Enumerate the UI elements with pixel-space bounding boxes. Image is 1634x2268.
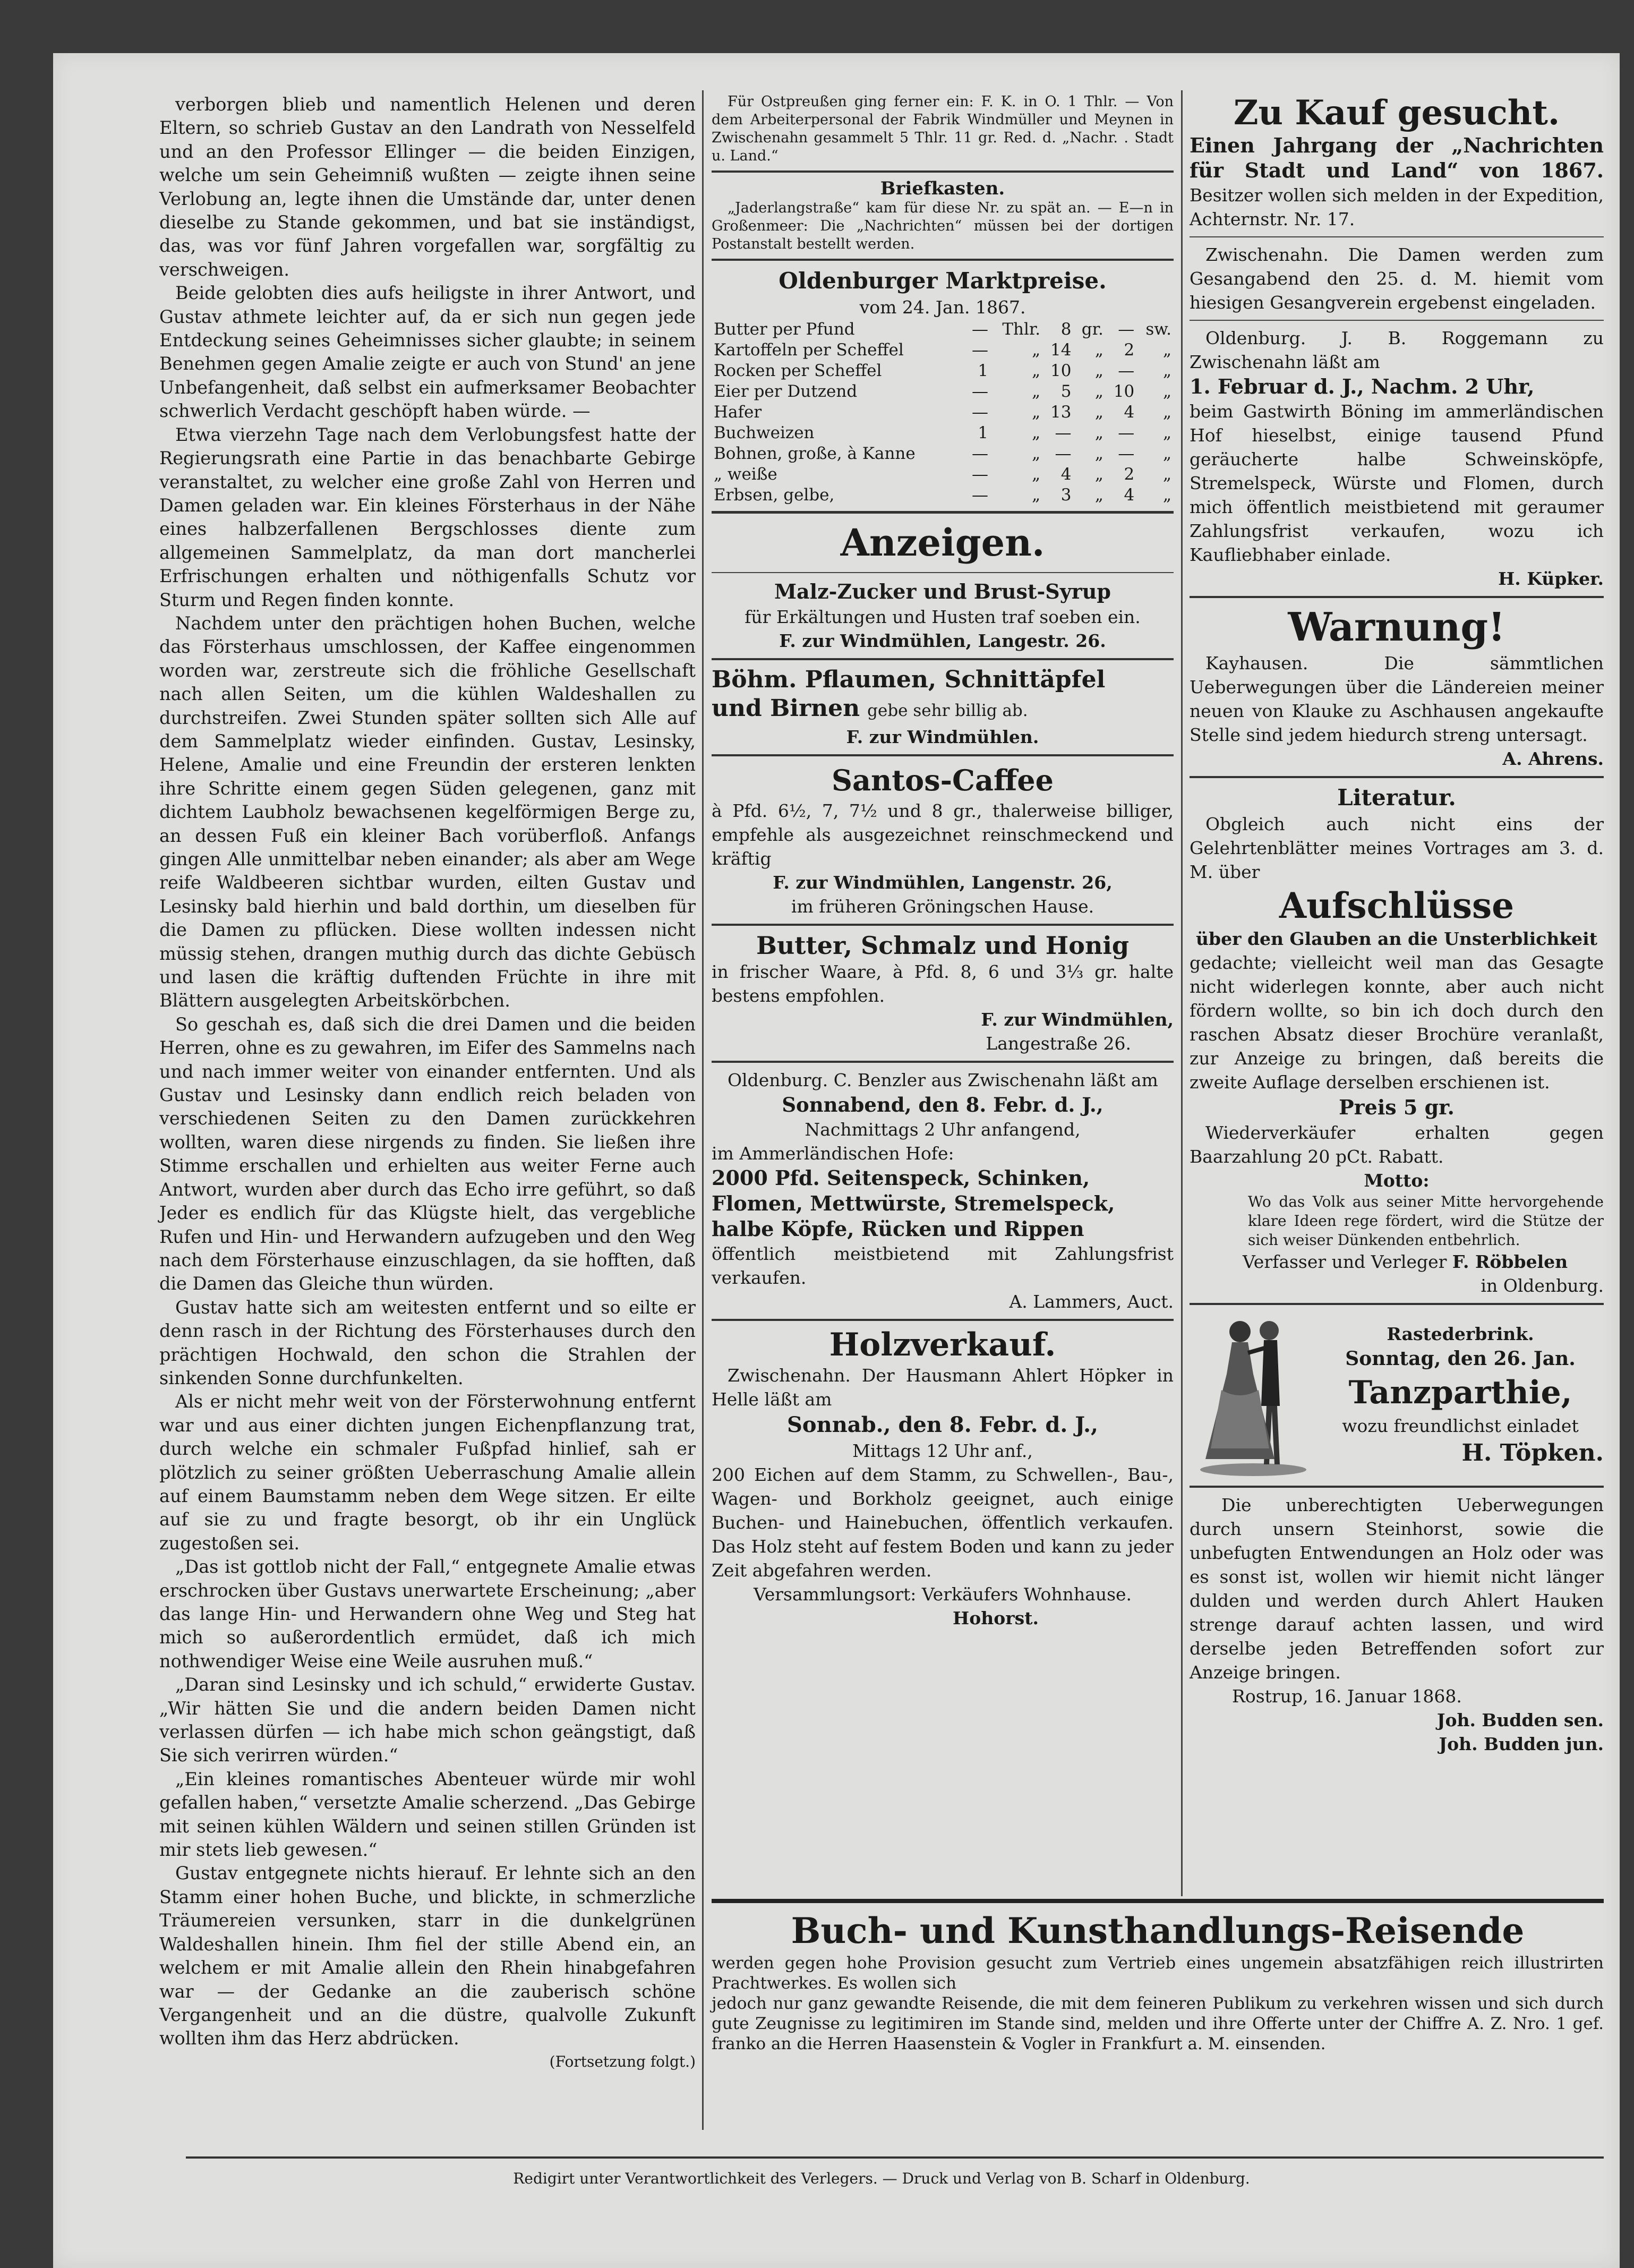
price-row xyxy=(712,361,1174,381)
story-paragraph: Gustav entgegnete nichts hierauf. Er lehnte sich an den Stamm einer hohen Buche, und blickte, in schmerzliche Träumereien versunken, starr in die dunkelgrünen Waldeshallen hinein. Ihm fiel der stille Abend ein, an welchem er mit Amalie allein den Rhein hinabgefahren war — der Gedanke an die zauberisch schöne Vergangenheit und an die düstre, qualvolle Zukunft wollten ihm das Herz abdrücken. xyxy=(159,1863,696,2049)
budden-date: Rostrup, 16. Januar 1868. xyxy=(1232,1686,1462,1707)
price-cell-unit: „ xyxy=(1032,340,1041,360)
warnung-text: Kayhausen. Die sämmtlichen Ueberwegungen über die Ländereien meiner neuen von Klauke zu Aschhausen angekaufte Stelle sind jedem hiedurch streng untersagt. xyxy=(1190,653,1604,745)
tanz-text: wozu freundlichst einladet xyxy=(1342,1416,1579,1436)
price-cell-c: 10 xyxy=(1113,382,1135,401)
literatur-text: Obgleich auch nicht eins der Gelehrtenblätter meines Vortrages am 3. d. M. über xyxy=(1190,814,1604,882)
price-cell-u2: „ xyxy=(1094,361,1103,380)
benzler-goods: 2000 Pfd. Seitenspeck, Schinken, Flomen, Mettwürste, Stremelspeck, halbe Köpfe, Rücken und Rippen xyxy=(712,1166,1115,1241)
price-cell-a: — xyxy=(971,485,988,505)
roggemann-date: 1. Februar d. J., Nachm. 2 Uhr, xyxy=(1190,374,1535,398)
divider xyxy=(712,1061,1174,1063)
kauf-text-bold: Einen Jahrgang der „Nachrichten für Stadt und Land“ von 1867. xyxy=(1190,133,1604,182)
story-paragraph: „Das ist gottlob nicht der Fall,“ entgegnete Amalie etwas erschrocken über Gustavs unerwartete Erscheinung; „aber das lange Hin- und Herwandern ohne Weg und Steg hat mich so außerordentlich ermüdet, daß ich mich nothwendiger Weise eine Weile ausruhen muß.“ xyxy=(159,1556,696,1672)
price-cell-item: Buchweizen xyxy=(714,423,815,442)
price-cell-a: — xyxy=(971,382,988,401)
price-cell-a: — xyxy=(971,444,988,463)
price-cell-c: — xyxy=(1118,320,1135,339)
price-cell-unit: „ xyxy=(1032,465,1041,484)
imprint-footer: Redigirt unter Verantwortlichkeit des Verlegers. — Druck und Verlag von B. Scharf in Oldenburg. xyxy=(513,2170,1250,2187)
divider xyxy=(1190,320,1604,321)
price-cell-u3: „ xyxy=(1162,382,1171,401)
divider xyxy=(1190,776,1604,778)
divider xyxy=(712,572,1174,573)
roggemann-intro: Oldenburg. J. B. Roggemann zu Zwischenahn läßt am xyxy=(1190,328,1604,372)
pflaumen-title-2: und Birnen xyxy=(712,695,860,722)
holz-date: Sonnab., den 8. Febr. d. J., xyxy=(787,1412,1098,1437)
price-cell-u2: „ xyxy=(1094,403,1103,422)
price-cell-u3: „ xyxy=(1162,485,1171,505)
price-cell-u3: „ xyxy=(1162,340,1171,360)
price-cell-b: 10 xyxy=(1050,361,1072,380)
story-paragraph: Beide gelobten dies aufs heiligste in ihrer Antwort, und Gustav athmete leichter auf, da er sich nun gegen jede Entdeckung seines Geheimnisses sicher glaubte; in seinem Benehmen gegen Amalie zeigte er auch von Stund' an jene Unbefangenheit, daß selbst ein aufmerksamer Beobachter schwerlich Verdacht geschöpft haben würde. — xyxy=(159,283,696,422)
aufschluesse-subtitle: über den Glauben an die Unsterblichkeit xyxy=(1196,928,1597,949)
price-cell-item: Bohnen, große, à Kanne xyxy=(714,444,916,463)
column-rule xyxy=(1181,90,1183,1896)
malz-signature: F. zur Windmühlen, Langestr. 26. xyxy=(779,630,1106,651)
price-cell-unit: „ xyxy=(1032,403,1041,422)
malz-title: Malz-Zucker und Brust-Syrup xyxy=(774,579,1111,603)
price-cell-a: — xyxy=(971,403,988,422)
dancing-couple-illustration xyxy=(1190,1310,1317,1480)
price-cell-b: 14 xyxy=(1050,340,1072,360)
price-row xyxy=(712,485,1174,506)
price-cell-u3: „ xyxy=(1162,423,1171,442)
price-cell-a: 1 xyxy=(978,361,988,380)
price-cell-a: — xyxy=(971,320,988,339)
pflaumen-text: gebe sehr billig ab. xyxy=(867,701,1028,720)
verfasser-place: in Oldenburg. xyxy=(1481,1275,1604,1296)
price-cell-unit: „ xyxy=(1032,444,1041,463)
briefkasten-text: „Jaderlangstraße“ kam für diese Nr. zu spät an. — E—n in Großenmeer: Die „Nachrichten“ müssen bei der dortigen Postanstalt bestellt werden. xyxy=(712,200,1174,252)
santos-signature: F. zur Windmühlen, Langenstr. 26, xyxy=(773,872,1113,893)
story-paragraph: Etwa vierzehn Tage nach dem Verlobungsfest hatte der Regierungsrath eine Partie in das benachbarte Gebirge veranstaltet, zu welcher eine große Zahl von Herren und Damen geladen war. Ein kleines Försterhaus in der Nähe eines halbzerfallenen Bergschlosses diente zum allgemeinen Sammelplatz, da man dort mancherlei Erfrischungen erhalten und nöthigenfalls Schutz vor Sturm und Regen finden konnte. xyxy=(159,424,696,610)
wiederverkaeufer: Wiederverkäufer erhalten gegen Baarzahlung 20 pCt. Rabatt. xyxy=(1190,1122,1604,1167)
warnung-signature: A. Ahrens. xyxy=(1502,748,1604,769)
story-paragraph: „Ein kleines romantisches Abenteuer würde mir wohl gefallen haben,“ versetzte Amalie scherzend. „Das Gebirge mit seinen kühlen Wäldern und seinen stillen Gründen ist mir stets lieb gewesen.“ xyxy=(159,1768,696,1861)
verfasser-label: Verfasser und Verleger xyxy=(1243,1251,1447,1272)
serial-story-column xyxy=(159,93,696,2070)
price-cell-u2: „ xyxy=(1094,423,1103,442)
price-cell-item: Hafer xyxy=(714,403,762,422)
holz-signature: Hohorst. xyxy=(953,1608,1039,1628)
santos-signature-2: im früheren Gröningschen Hause. xyxy=(791,896,1094,917)
price-cell-u2: „ xyxy=(1094,444,1103,463)
briefkasten-title: Briefkasten. xyxy=(880,178,1005,199)
banner-rule xyxy=(712,1899,1604,1903)
price-cell-c: 4 xyxy=(1124,403,1135,422)
price-cell-c: — xyxy=(1118,361,1135,380)
price-cell-a: — xyxy=(971,340,988,360)
benzler-date: Sonnabend, den 8. Febr. d. J., xyxy=(782,1093,1103,1116)
butter-signature-2: Langestraße 26. xyxy=(986,1033,1131,1054)
story-paragraph: Als er nicht mehr weit von der Försterwohnung entfernt war und aus einer dichten jungen Eichenpflanzung trat, durch welche ein schmaler Fußpfad hinlief, sah er plötzlich zu seiner größten Ueberraschung Amalie allein auf einem Baumstamm neben dem Wege sitzen. Er eilte auf sie zu und fragte besorgt, ob ihr ein Unglück zugestoßen sei. xyxy=(159,1391,696,1554)
price-row xyxy=(712,340,1174,361)
aufschluesse-text: gedachte; vielleicht weil man das Gesagte nicht widerlegen konnte, aber auch nicht fördern wollte, so bin ich doch durch den raschen Absatz dieser Brochüre veranlaßt, zur Anzeige zu bringen, daß bereits die zweite Auflage derselben erschienen ist. xyxy=(1190,952,1604,1093)
price-cell-a: — xyxy=(971,465,988,484)
banner-title: Buch- und Kunsthandlungs-Reisende xyxy=(791,1910,1525,1951)
price-cell-u3: „ xyxy=(1162,444,1171,463)
story-text xyxy=(159,93,696,2051)
price-cell-u2: „ xyxy=(1094,465,1103,484)
divider xyxy=(712,754,1174,756)
malz-text: für Erkältungen und Husten traf soeben ein. xyxy=(745,607,1141,627)
reisende-banner-ad xyxy=(712,1899,1604,2054)
price-cell-u2: „ xyxy=(1094,382,1103,401)
divider xyxy=(712,170,1174,173)
price-cell-u3: „ xyxy=(1162,361,1171,380)
price-cell-unit: „ xyxy=(1032,485,1041,505)
tanz-signature: H. Töpken. xyxy=(1461,1439,1604,1466)
price-cell-b: — xyxy=(1055,444,1072,463)
price-cell-b: 3 xyxy=(1060,485,1072,505)
literatur-title: Literatur. xyxy=(1337,785,1456,811)
roggemann-signature: H. Küpker. xyxy=(1498,568,1604,589)
footer-rule xyxy=(186,2156,1604,2159)
continued-note: (Fortsetzung folgt.) xyxy=(549,2052,696,2070)
divider xyxy=(1190,236,1604,237)
story-paragraph: Gustav hatte sich am weitesten entfernt und so eilte er denn rasch in der Richtung des Försterhauses durch den prächtigen Hochwald, den schon die Strahlen der sinkenden Sonne durchfunkelten. xyxy=(159,1297,696,1388)
divider xyxy=(1190,596,1604,598)
verfasser-signature: F. Röbbelen xyxy=(1452,1251,1568,1272)
market-price-table xyxy=(712,319,1174,506)
rastederbrink: Rastederbrink. xyxy=(1387,1324,1534,1344)
price-cell-unit: „ xyxy=(1032,423,1041,442)
santos-text: à Pfd. 6½, 7, 7½ und 8 gr., thalerweise billiger, empfehle als ausgezeichnet reinschmeckend und kräftig xyxy=(712,800,1174,869)
ads-column-middle xyxy=(712,93,1174,1630)
butter-text: in frischer Waare, à Pfd. 8, 6 und 3⅓ gr. halte bestens empfohlen. xyxy=(712,961,1174,1006)
price-cell-b: 13 xyxy=(1050,403,1072,422)
price-cell-item: Kartoffeln per Scheffel xyxy=(714,340,904,360)
price-cell-item: Butter per Pfund xyxy=(714,320,855,339)
price-cell-a: 1 xyxy=(978,423,988,442)
price-cell-item: „ weiße xyxy=(714,465,777,484)
holz-intro: Zwischenahn. Der Hausmann Ahlert Höpker in Helle läßt am xyxy=(712,1365,1174,1410)
tanzparthie-ad xyxy=(1190,1310,1604,1480)
benzler-place: im Ammerländischen Hofe: xyxy=(712,1143,954,1164)
story-paragraph: „Daran sind Lesinsky und ich schuld,“ erwiderte Gustav. „Wir hätten Sie und die andern beiden Damen nicht verlassen dürfen — ich habe mich schon geängstigt, daß Sie sich verirren würden.“ xyxy=(159,1674,696,1766)
price-cell-c: 2 xyxy=(1124,465,1135,484)
budden-signature-2: Joh. Budden jun. xyxy=(1439,1734,1604,1754)
price-row xyxy=(712,402,1174,423)
price-cell-b: 4 xyxy=(1060,465,1072,484)
price-cell-b: 8 xyxy=(1060,320,1072,339)
price-cell-b: 5 xyxy=(1060,382,1072,401)
column-rule xyxy=(702,90,704,2130)
benzler-time: Nachmittags 2 Uhr anfangend, xyxy=(805,1119,1081,1140)
divider xyxy=(712,259,1174,261)
divider xyxy=(712,924,1174,926)
price-cell-item: Eier per Dutzend xyxy=(714,382,858,401)
divider xyxy=(712,1319,1174,1321)
price-row xyxy=(712,381,1174,402)
butter-title: Butter, Schmalz und Honig xyxy=(756,931,1130,960)
benzler-intro: Oldenburg. C. Benzler aus Zwischenahn läßt am xyxy=(728,1070,1158,1090)
pflaumen-title: Böhm. Pflaumen, Schnittäpfel xyxy=(712,666,1106,693)
tanz-title: Tanzparthie, xyxy=(1348,1374,1572,1411)
divider xyxy=(1190,1486,1604,1488)
roggemann-text: beim Gastwirth Böning im ammerländischen Hof hieselbst, einige tausend Pfund geräucherte halbe Schweinsköpfe, Stremelspeck, Würste und Flomen, durch mich öffentlich meistbietend mit geraumer Zahlungsfrist verkaufen, wozu ich Kaufliebhaber einlade. xyxy=(1190,401,1604,565)
story-paragraph: So geschah es, daß sich die drei Damen und die beiden Herren, ohne es zu gewahren, im Eifer des Sammelns nach und nach immer weiter von einander entfernten. Und als Gustav und Lesinsky dann endlich reich beladen von verschiedenen Seiten zu den Damen zurückkehren wollten, waren diese nirgends zu finden. Sie ließen ihre Stimme erschallen und erhielten aus weiter Ferne auch Antwort, wurden aber durch das Echo irre geführt, so daß Jeder es endlich für das Klügste hielt, das vergebliche Rufen und Hin- und Herwandern aufzugeben und den Weg nach dem Försterhause einzuschlagen, da sie hofften, daß die Damen das Gleiche thun würden. xyxy=(159,1013,696,1294)
santos-title: Santos-Caffee xyxy=(831,763,1054,797)
story-paragraph: verborgen blieb und namentlich Helenen und deren Eltern, so schrieb Gustav an den Landrath von Nesselfeld und an den Professor Ellinger — die beiden Einzigen, welche um sein Geheimniß wußten — zeigte ihnen seine Verlobung an, legte ihnen die Umstände dar, unter denen dieselbe zu Stande gekommen, und bat sie inständigst, das, was vor fünf Jahren vorgefallen war, sorgfältig zu verschweigen. xyxy=(159,94,696,280)
kauf-text: Besitzer wollen sich melden in der Expedition, Achternstr. Nr. 17. xyxy=(1190,185,1604,229)
divider xyxy=(1190,1303,1604,1305)
price-row xyxy=(712,423,1174,444)
budden-text: Die unberechtigten Ueberwegungen durch unsern Steinhorst, sowie die unbefugten Entwendungen an Holz oder was es sonst ist, wollen wir hiemit nicht länger dulden und werden durch Ahlert Hauken strenge darauf achten lassen, und wird derselbe jeden Betreffenden sofort zur Anzeige bringen. xyxy=(1190,1495,1604,1683)
price-cell-c: — xyxy=(1118,444,1135,463)
market-date: vom 24. Jan. 1867. xyxy=(859,297,1026,318)
price-row xyxy=(712,444,1174,464)
benzler-text: öffentlich meistbietend mit Zahlungsfrist verkaufen. xyxy=(712,1243,1174,1288)
pflaumen-signature: F. zur Windmühlen. xyxy=(846,727,1039,747)
kauf-title: Zu Kauf gesucht. xyxy=(1233,93,1560,133)
warnung-title: Warnung! xyxy=(1288,604,1505,650)
gesang-notice: Zwischenahn. Die Damen werden zum Gesangabend den 25. d. M. hiemit vom hiesigen Gesangverein ergebenst eingeladen. xyxy=(1190,244,1604,313)
price-row xyxy=(712,319,1174,340)
budden-signature-1: Joh. Budden sen. xyxy=(1436,1710,1604,1730)
banner-text-1: werden gegen hohe Provision gesucht zum Vertrieb eines ungemein absatzfähigen reich illustrirten Prachtwerkes. Es wollen sich xyxy=(712,1954,1604,1993)
story-paragraph: Nachdem unter den prächtigen hohen Buchen, welche das Försterhaus umschlossen, der Kaffee eingenommen worden war, zerstreute sich die fröhliche Gesellschaft nach allen Seiten, um die kühlen Waldeshallen zu durchstreifen. Zwei Stunden später sollten sich Alle auf dem Sammelplatz wieder einfinden. Gustav, Lesinsky, Helene, Amalie und eine Freundin der ersteren lenkten ihre Schritte einem gegen Süden gelegenen, ganz mit dichtem Laubholz bewachsenen kegelförmigen Berge zu, an dessen Fuß ein kleiner Bach vorüberfloß. Anfangs gingen Alle unmittelbar neben einander; als aber am Wege reife Waldbeeren sichtbar wurden, eilten Gustav und Lesinsky bald hierhin und bald dorthin, um dieselben für die Damen zu pflücken. Diese wollten indessen nicht müssig stehen, drangen muthig durch das dichte Gebüsch und lasen die kräftig duftenden Früchte in ihre mit Blättern ausgelegten Arbeitskörbchen. xyxy=(159,612,696,1011)
price-cell-c: 4 xyxy=(1124,485,1135,505)
holz-time: Mittags 12 Uhr anf., xyxy=(852,1440,1033,1461)
price-cell-u3: „ xyxy=(1162,403,1171,422)
holz-place: Versammlungsort: Verkäufers Wohnhause. xyxy=(753,1584,1132,1605)
motto-label: Motto: xyxy=(1364,1170,1430,1191)
newspaper-page xyxy=(53,53,1620,2268)
aufschluesse-title: Aufschlüsse xyxy=(1279,885,1515,926)
price-cell-u2: „ xyxy=(1094,485,1103,505)
preis: Preis 5 gr. xyxy=(1339,1095,1455,1119)
price-cell-b: — xyxy=(1055,423,1072,442)
price-cell-u3: sw. xyxy=(1145,320,1171,339)
price-cell-c: — xyxy=(1118,423,1135,442)
ads-column-right xyxy=(1190,93,1604,1756)
price-cell-u2: gr. xyxy=(1081,320,1103,339)
price-cell-u3: „ xyxy=(1162,465,1171,484)
tanz-date: Sonntag, den 26. Jan. xyxy=(1345,1348,1576,1370)
holz-title: Holzverkauf. xyxy=(829,1326,1056,1363)
benzler-signature: A. Lammers, Auct. xyxy=(1009,1291,1174,1312)
price-cell-c: 2 xyxy=(1124,340,1135,360)
banner-text-2: jedoch nur ganz gewandte Reisende, die mit dem feineren Publikum zu verkehren wissen und sich durch gute Zeugnisse zu legitimiren im Stande sind, melden und ihre Offerte unter der Chiffre A. Z. Nro. 1 gef. franko an die Herren Haasenstein & Vogler in Frankfurt a. M. einsenden. xyxy=(712,1994,1604,2053)
anzeigen-title: Anzeigen. xyxy=(840,521,1045,565)
price-cell-item: Erbsen, gelbe, xyxy=(714,485,835,505)
divider xyxy=(712,511,1174,514)
price-cell-unit: „ xyxy=(1032,382,1041,401)
motto-text: Wo das Volk aus seiner Mitte hervorgehende klare Ideen rege fördert, wird die Stütze der sich weiser Dünkenden entbehrlich. xyxy=(1248,1193,1604,1249)
divider xyxy=(712,658,1174,660)
price-cell-unit: „ xyxy=(1032,361,1041,380)
market-title: Oldenburger Marktpreise. xyxy=(778,268,1107,294)
price-row xyxy=(712,464,1174,485)
price-cell-unit: Thlr. xyxy=(1002,320,1041,339)
butter-signature: F. zur Windmühlen, xyxy=(981,1009,1174,1030)
price-cell-u2: „ xyxy=(1094,340,1103,360)
holz-text: 200 Eichen auf dem Stamm, zu Schwellen-, Bau-, Wagen- und Borkholz geeignet, auch einige Buchen- und Hainebuchen, öffentlich verkaufen. Das Holz steht auf festem Boden und kann zu jeder Zeit abgefahren werden. xyxy=(712,1464,1174,1581)
price-cell-item: Rocken per Scheffel xyxy=(714,361,882,380)
ostpreussen-notice: Für Ostpreußen ging ferner ein: F. K. in O. 1 Thlr. — Von dem Arbeiterpersonal der Fabrik Windmüller und Meynen in Zwischenahn gesammelt 5 Thlr. 11 gr. Red. d. „Nachr. . Stadt u. Land.“ xyxy=(712,93,1174,164)
